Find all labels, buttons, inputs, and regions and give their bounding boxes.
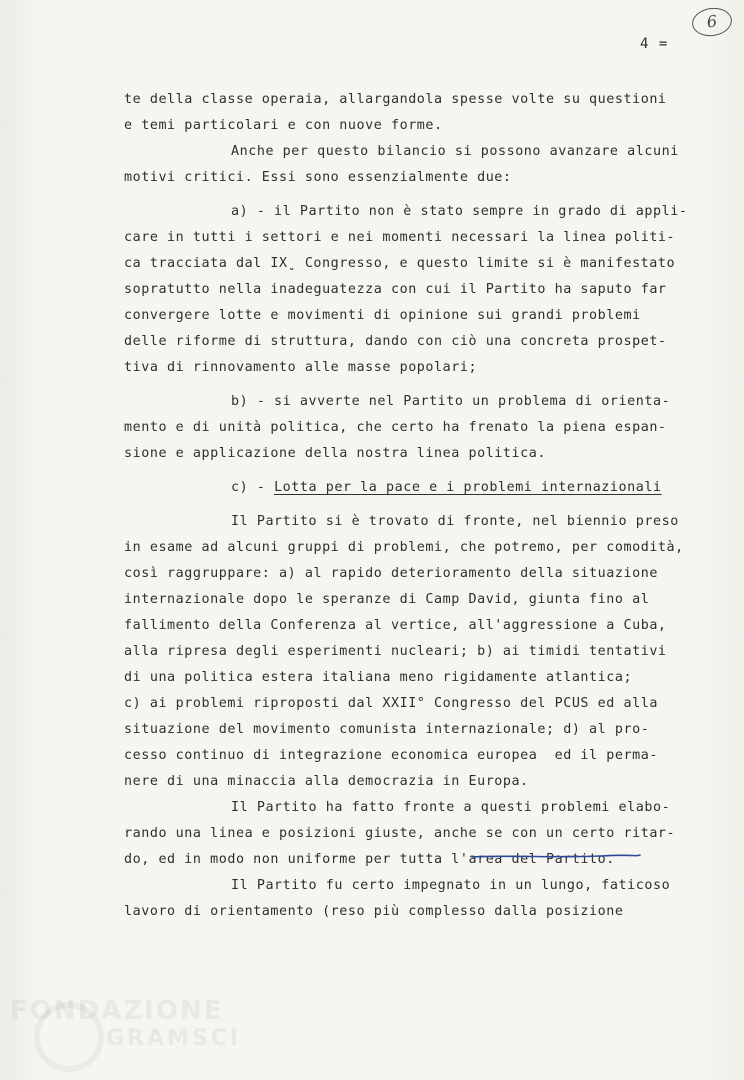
text-line: do, ed in modo non uniforme per tutta l'area del Partito.: [124, 852, 615, 867]
text-line: a) - il Partito non è stato sempre in grado di appli-: [231, 204, 688, 219]
text-line: di una politica estera italiana meno rigidamente atlantica;: [124, 670, 633, 685]
text-line: alla ripresa degli esperimenti nucleari; b) ai timidi tentativi: [124, 644, 667, 659]
text-line: mento e di unità politica, che certo ha frenato la piena espan-: [124, 420, 667, 435]
text-line: fallimento della Conferenza al vertice, all'aggressione a Cuba,: [124, 618, 667, 633]
text-line: convergere lotte e movimenti di opinione sui grandi problemi: [124, 308, 641, 323]
text-line: internazionale dopo le speranze di Camp David, giunta fino al: [124, 592, 650, 607]
text-line: te della classe operaia, allargandola spesse volte su questioni: [124, 92, 667, 107]
text-line: care in tutti i settori e nei momenti necessari la linea politi-: [124, 230, 676, 245]
text-line: situazione del movimento comunista internazionale; d) al pro-: [124, 722, 650, 737]
text-line: nere di una minaccia alla democrazia in Europa.: [124, 774, 529, 789]
text-line: rando una linea e posizioni giuste, anche se con un certo ritar-: [124, 826, 676, 841]
watermark-line1: FONDAZIONE: [10, 996, 224, 1026]
text-line: e temi particolari e con nuove forme.: [124, 118, 443, 133]
text-line: Il Partito ha fatto fronte a questi problemi elabo-: [231, 800, 671, 815]
text-line: Anche per questo bilancio si possono avanzare alcuni: [231, 144, 679, 159]
text-line: motivi critici. Essi sono essenzialmente due:: [124, 170, 512, 185]
text-line: Il Partito fu certo impegnato in un lungo, faticoso: [231, 878, 671, 893]
text-line: Il Partito si è trovato di fronte, nel biennio preso: [231, 514, 679, 529]
text-line: sopratutto nella inadeguatezza con cui il Partito ha saputo far: [124, 282, 667, 297]
section-heading-label: c) -: [231, 480, 275, 495]
text-line: b) - si avverte nel Partito un problema di orienta-: [231, 394, 671, 409]
circled-page-annotation: 6: [690, 5, 734, 38]
text-line: ca tracciata dal IXˬ Congresso, e questo limite si è manifestato: [124, 256, 676, 271]
text-line: in esame ad alcuni gruppi di problemi, che potremo, per comodità,: [124, 540, 684, 555]
page-number: 4 =: [640, 36, 669, 52]
text-line: lavoro di orientamento (reso più complesso dalla posizione: [124, 904, 624, 919]
text-line: c) ai problemi riproposti dal XXII° Congresso del PCUS ed alla: [124, 696, 658, 711]
section-heading-title: Lotta per la pace e i problemi internazionali: [274, 480, 662, 495]
text-line: cesso continuo di integrazione economica europea ed il perma-: [124, 748, 658, 763]
text-line: sione e applicazione della nostra linea politica.: [124, 446, 546, 461]
section-heading: [231, 480, 662, 495]
text-line: tiva di rinnovamento alle masse popolari;: [124, 360, 478, 375]
watermark-line2: GRAMSCI: [106, 1026, 242, 1051]
text-line: delle riforme di struttura, dando con ciò una concreta prospet-: [124, 334, 667, 349]
pen-underline-annotation: [470, 851, 642, 861]
archive-watermark: [10, 996, 260, 1066]
text-line: così raggruppare: a) al rapido deterioramento della situazione: [124, 566, 658, 581]
